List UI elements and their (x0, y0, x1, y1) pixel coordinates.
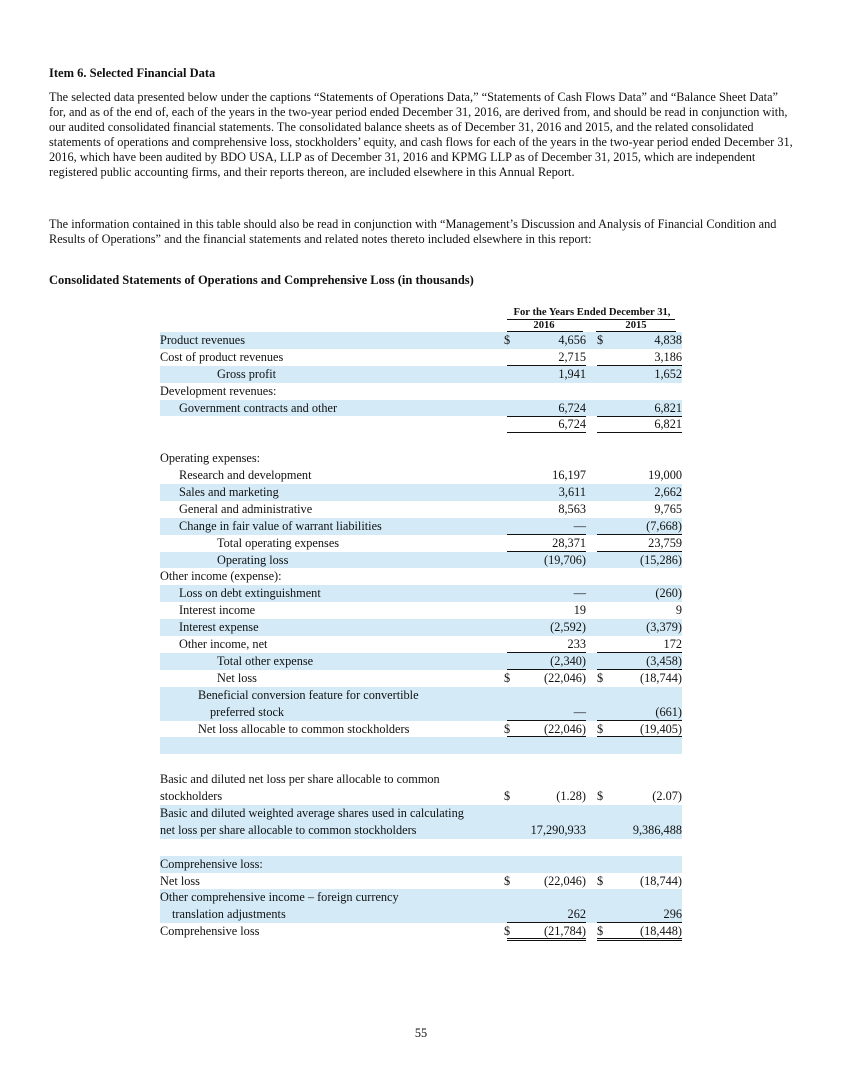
table-row (160, 619, 682, 636)
value-2015: (18,744) (639, 873, 682, 888)
value-2016: 8,563 (558, 501, 586, 516)
year-2016-header: 2016 (533, 320, 555, 331)
value-2015: 296 (663, 907, 682, 922)
spacer-row (160, 737, 682, 754)
dollar-sign: $ (597, 924, 604, 939)
row-label: Net loss (217, 670, 257, 685)
row-label: Government contracts and other (179, 400, 338, 415)
value-2016: 1,941 (558, 366, 586, 381)
dollar-sign: $ (597, 873, 604, 888)
row-label-line: net loss per share allocable to common stockholders (160, 822, 417, 837)
value-2016: 3,611 (558, 485, 586, 500)
context-paragraph: The information contained in this table should also be read in conjunction with “Management’s Discussion and Analysis of Financial Condition and Results of Operations” and the financial statements and related notes thereto included elsewhere in this report: (49, 217, 777, 247)
value-2016: (19,706) (543, 552, 586, 567)
table-period-header: For the Years Ended December 31, (513, 307, 671, 318)
dollar-sign: $ (504, 721, 511, 736)
row-label: Interest expense (179, 620, 259, 635)
table-row (160, 568, 682, 585)
value-2016: 6,724 (558, 417, 586, 432)
row-label-line: Basic and diluted weighted average shares used in calculating (160, 805, 464, 820)
value-2016: (22,046) (543, 670, 586, 685)
table-row (160, 332, 682, 349)
table-row (160, 873, 682, 890)
table-row (160, 450, 682, 467)
value-2015: (18,448) (639, 924, 682, 939)
table-row (160, 484, 682, 501)
spacer-row (160, 754, 682, 771)
table-row (160, 400, 682, 417)
table-row (160, 366, 682, 383)
row-label-line: translation adjustments (172, 907, 286, 922)
table-row (160, 923, 682, 940)
row-label-line: preferred stock (210, 704, 285, 719)
dollar-sign: $ (504, 924, 511, 939)
table-row (160, 771, 682, 805)
row-label: Net loss allocable to common stockholders (198, 721, 410, 736)
row-label: Cost of product revenues (160, 349, 284, 364)
row-label: Net loss (160, 873, 200, 888)
row-label: Comprehensive loss: (160, 856, 263, 871)
row-label-line: Beneficial conversion feature for convertible (198, 687, 419, 702)
double-underline (507, 938, 586, 941)
table-row (160, 856, 682, 873)
row-label: Product revenues (160, 333, 246, 347)
dollar-sign: $ (504, 789, 511, 804)
intro-paragraph: The selected data presented below under the captions “Statements of Operations Data,” “Statements of Cash Flows Data” and “Balance Sheet Data” for, and as of the end of, each of the years in the two-year period ended December 31, 2016, are derived from, and should be read in conjunction with, our audited consolidated financial statements. The consolidated balance sheets as of December 31, 2016 and 2015, and the related consolidated statements of operations and comprehensive loss, stockholders’ equity, and cash flows for each of the years in the two-year period ended December 31, 2016, which have been audited by BDO USA, LLP as of December 31, 2016 and KPMG LLP as of December 31, 2015, which are independent registered public accounting firms, and their reports thereon, are included elsewhere in this Annual Report. (49, 90, 793, 180)
dollar-sign: $ (597, 721, 604, 736)
value-2015: (15,286) (639, 552, 682, 567)
value-2015: (18,744) (639, 670, 682, 685)
dollar-sign: $ (597, 333, 604, 347)
value-2016: 2,715 (558, 349, 586, 364)
table-row (160, 349, 682, 366)
table-title: Consolidated Statements of Operations and Comprehensive Loss (in thousands) (49, 273, 474, 287)
value-2016: — (573, 586, 586, 601)
table-row (160, 687, 682, 721)
year-2015-header: 2015 (625, 320, 647, 331)
value-2016: (22,046) (543, 721, 586, 736)
row-label-line: Other comprehensive income – foreign currency (160, 890, 399, 905)
value-2016: 233 (567, 637, 586, 652)
dollar-sign: $ (504, 333, 511, 347)
value-2016: 19 (573, 603, 586, 618)
dollar-sign: $ (504, 670, 511, 685)
double-underline (597, 938, 682, 941)
row-label: Sales and marketing (179, 485, 279, 500)
table-row (160, 467, 682, 484)
value-2016: 4,656 (558, 333, 586, 347)
value-2015: 19,000 (648, 468, 682, 483)
section-heading: Item 6. Selected Financial Data (49, 66, 216, 80)
value-2016: 16,197 (552, 468, 586, 483)
table-row (160, 653, 682, 670)
value-2016: (1.28) (556, 789, 586, 804)
row-label: Operating loss (217, 552, 289, 567)
table-row (160, 805, 682, 839)
row-label: Research and development (179, 468, 312, 483)
financial-table (160, 332, 682, 940)
row-label: Other income (expense): (160, 569, 282, 584)
table-row (160, 383, 682, 400)
table-row (160, 721, 682, 738)
value-2015: (661) (655, 704, 682, 719)
row-label: Change in fair value of warrant liabilities (179, 518, 382, 533)
row-label: Comprehensive loss (160, 924, 260, 939)
value-2015: 23,759 (648, 535, 682, 550)
dollar-sign: $ (597, 670, 604, 685)
table-row (160, 636, 682, 653)
value-2016: (2,340) (550, 653, 586, 668)
value-2016: 6,724 (558, 400, 586, 415)
value-2015: 9 (675, 603, 682, 618)
value-2016: — (573, 518, 586, 533)
row-label (160, 805, 464, 839)
value-2016: (2,592) (550, 620, 586, 635)
value-2015: (2.07) (652, 789, 682, 804)
table-row (160, 585, 682, 602)
dollar-sign: $ (597, 789, 604, 804)
table-row (160, 416, 682, 433)
value-2015: 6,821 (654, 417, 682, 432)
value-2015: 9,765 (654, 501, 682, 516)
value-2015: (3,458) (646, 653, 682, 668)
value-2015: 9,386,488 (632, 822, 682, 837)
value-2015: 6,821 (654, 400, 682, 415)
table-row (160, 670, 682, 687)
row-label: Interest income (179, 603, 256, 618)
row-label: Total other expense (217, 653, 314, 668)
spacer-row (160, 839, 682, 856)
value-2016: 17,290,933 (530, 822, 586, 837)
value-2016: 28,371 (552, 535, 586, 550)
value-2015: 172 (663, 637, 682, 652)
value-2016: (21,784) (543, 924, 586, 939)
row-label: Other income, net (179, 637, 268, 652)
value-2015: (7,668) (646, 518, 682, 533)
row-label: General and administrative (179, 501, 313, 516)
row-label: Gross profit (217, 366, 277, 381)
table-row (160, 518, 682, 535)
table-row (160, 602, 682, 619)
row-label: Total operating expenses (217, 535, 340, 550)
value-2015: 1,652 (654, 366, 682, 381)
table-row (160, 889, 682, 923)
value-2015: 3,186 (654, 349, 682, 364)
value-2016: (22,046) (543, 873, 586, 888)
table-row (160, 501, 682, 518)
table-row (160, 552, 682, 569)
row-label-line: Basic and diluted net loss per share allocable to common (160, 772, 440, 787)
row-label (198, 687, 419, 721)
row-label (160, 771, 440, 805)
row-label: Loss on debt extinguishment (179, 586, 321, 601)
value-2015: 4,838 (654, 333, 682, 347)
value-2015: (19,405) (639, 721, 682, 736)
row-label: Operating expenses: (160, 451, 261, 466)
row-label (160, 889, 399, 923)
spacer-row (160, 433, 682, 450)
value-2015: (260) (655, 586, 682, 601)
value-2015: 2,662 (654, 485, 682, 500)
dollar-sign: $ (504, 873, 511, 888)
page-number: 55 (414, 1026, 428, 1040)
value-2016: — (573, 704, 586, 719)
row-label-line: stockholders (160, 789, 223, 804)
table-row (160, 535, 682, 552)
value-2015: (3,379) (646, 620, 682, 635)
row-label: Development revenues: (160, 383, 277, 398)
value-2016: 262 (567, 907, 586, 922)
